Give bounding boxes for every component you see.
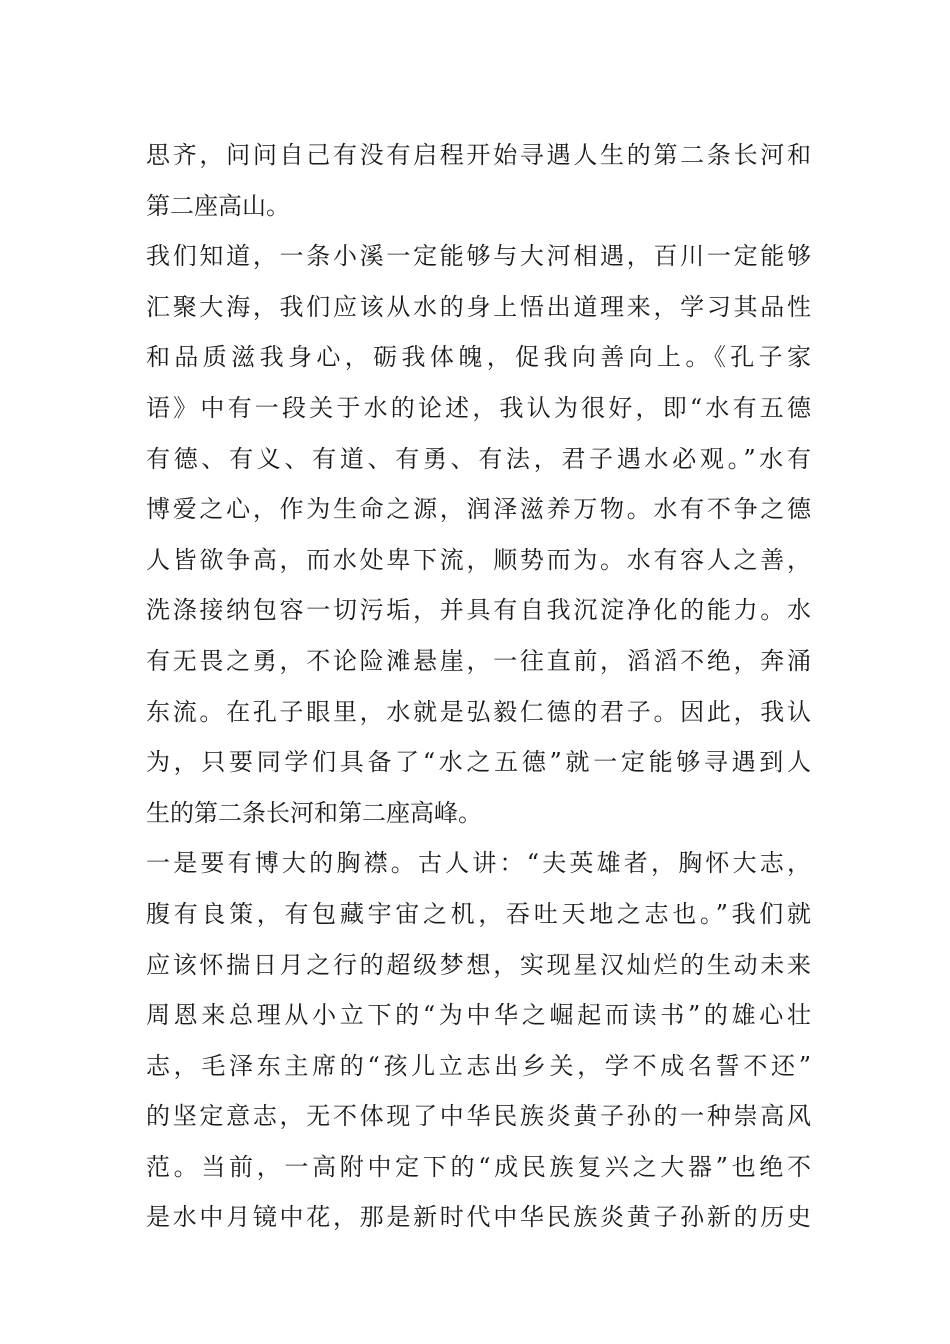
text-line: 志，毛泽东主席的“孩儿立志出乡关，学不成名誓不还”	[146, 1051, 811, 1080]
text-line: 我们知道，一条小溪一定能够与大河相遇，百川一定能够	[146, 242, 811, 271]
text-line: 范。当前，一高附中定下的“成民族复兴之大器”也绝不	[146, 1152, 811, 1181]
text-line: 思齐，问问自己有没有启程开始寻遇人生的第二条长河和	[146, 141, 811, 169]
text-line: 有无畏之勇，不论险滩悬崖，一往直前，滔滔不绝，奔涌	[146, 646, 811, 675]
body-text	[146, 130, 811, 1243]
text-line: 生的第二条长河和第二座高峰。	[146, 798, 482, 827]
text-line: 和品质滋我身心，砺我体魄，促我向善向上。《孔子家	[146, 343, 811, 372]
text-line: 腹有良策，有包藏宇宙之机，吞吐天地之志也。”我们就	[146, 899, 811, 928]
text-line: 周恩来总理从小立下的“为中华之崛起而读书”的雄心壮	[146, 1001, 811, 1030]
text-line: 洗涤接纳包容一切污垢，并具有自我沉淀净化的能力。水	[146, 596, 811, 625]
text-line: 是水中月镜中花，那是新时代中华民族炎黄子孙新的历史	[146, 1203, 811, 1232]
text-line: 应该怀揣日月之行的超级梦想，实现星汉灿烂的生动未来	[146, 950, 811, 979]
text-line: 为，只要同学们具备了“水之五德”就一定能够寻遇到人	[146, 748, 811, 777]
text-line: 博爱之心，作为生命之源，润泽滋养万物。水有不争之德	[146, 495, 811, 524]
text-line: 汇聚大海，我们应该从水的身上悟出道理来，学习其品性	[146, 292, 811, 321]
text-line: 东流。在孔子眼里，水就是弘毅仁德的君子。因此，我认	[146, 697, 811, 726]
text-line: 人皆欲争高，而水处卑下流，顺势而为。水有容人之善，	[146, 545, 811, 574]
text-line: 第二座高山。	[146, 191, 290, 220]
text-line: 的坚定意志，无不体现了中华民族炎黄子孙的一种崇高风	[146, 1102, 811, 1131]
text-line: 一是要有博大的胸襟。古人讲：“夫英雄者，胸怀大志，	[146, 849, 811, 878]
text-line: 语》中有一段关于水的论述，我认为很好，即“水有五德	[146, 393, 811, 422]
text-line: 有德、有义、有道、有勇、有法，君子遇水必观。”水有	[146, 444, 811, 473]
